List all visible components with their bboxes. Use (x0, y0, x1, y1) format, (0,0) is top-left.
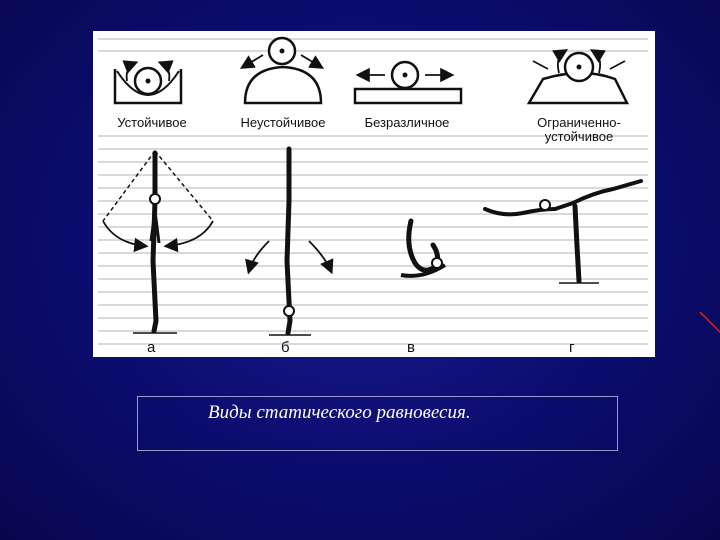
caption-text: Виды статического равновесия. (208, 402, 471, 423)
accent-line (700, 312, 720, 336)
unstable-diagram (243, 38, 321, 103)
label-limited-stable (521, 116, 637, 144)
figure-b (249, 149, 331, 335)
label-unstable: Неустойчивое (240, 115, 326, 130)
limited-stable-diagram (529, 51, 627, 103)
indifferent-diagram (355, 62, 461, 103)
label-indifferent: Безразличное (364, 115, 450, 130)
stable-diagram (115, 63, 181, 103)
letter-v: в (407, 339, 415, 356)
equilibrium-figure (93, 31, 655, 357)
letter-a: а (147, 339, 156, 356)
label-limited-stable-line2: устойчивое (544, 129, 614, 144)
label-limited-stable-line1: Ограниченно- (537, 115, 621, 130)
label-stable: Устойчивое (117, 115, 187, 130)
letter-g: г (569, 339, 575, 356)
letter-b: б (281, 339, 290, 356)
equilibrium-illustration (93, 31, 655, 357)
figure-v (401, 221, 445, 276)
figure-g (485, 181, 641, 283)
caption-box (137, 396, 618, 451)
